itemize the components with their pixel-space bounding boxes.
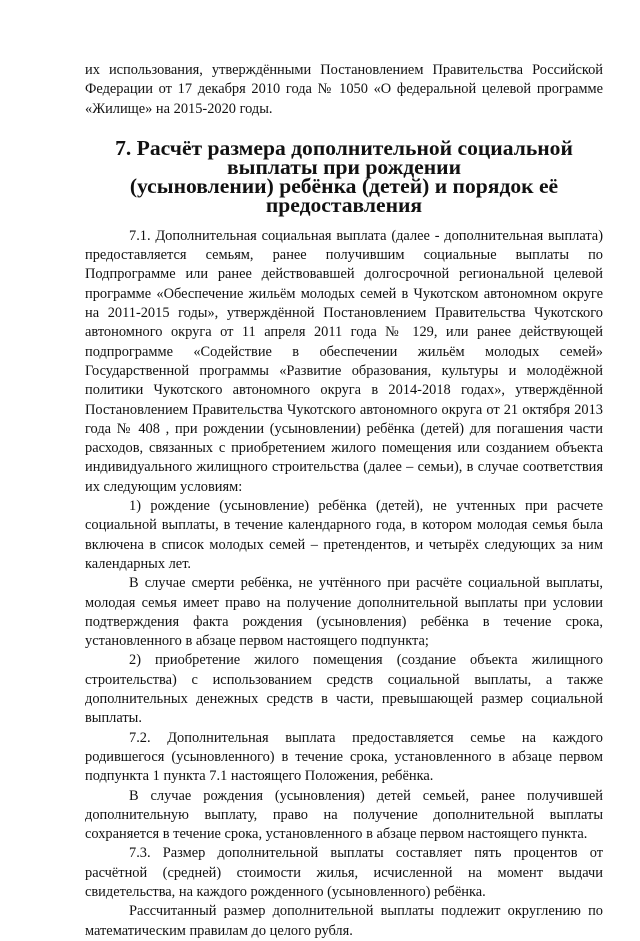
section-heading — [85, 119, 603, 227]
intro-paragraph: их использования, утверждёнными Постановлением Правительства Российской Федерации от 17 декабря 2010 года № 1050 «О федеральной целевой программе «Жилище» на 2015-2020 годы. — [85, 62, 603, 117]
document-page — [85, 61, 603, 941]
section-heading-line-2: (усыновлении) ребёнка (детей) и порядок её предоставления — [129, 173, 559, 217]
paragraph-child-death: В случае смерти ребёнка, не учтённого при расчёте социальной выплаты, молодая семья имеет право на получение дополнительной выплаты при условии подтверждения факта рождения (усыновления) ребёнка в течение срока, установленного в абзаце первом настоящего подпункта; — [85, 575, 603, 650]
paragraph-7-1: 7.1. Дополнительная социальная выплата (далее - дополнительная выплата) предоставляется семьям, ранее получившим социальные выплаты по Подпрограмме или ранее действовавшей долгосрочной региональной целевой программе «Обеспечение жильём молодых семей в Чукотском автономном округе на 2011-2015 годы», утверждённой Постановлением Правительства Чукотского автономного округа от 11 апреля 2011 года № 129, или ранее действующей подпрограмме «Содействие в обеспечении жильём молодых семей» Государственной программы «Развитие образования, культуры и молодёжной политики Чукотского автономного округа в 2014-2018 годах», утверждённой Постановлением Правительства Чукотского автономного округа от 21 октября 2013 года № 408 , при рождении (усыновлении) ребёнка (детей) для погашения части расходов, связанных с приобретением жилого помещения или созданием объекта индивидуального жилищного строительства (далее – семьи), в случае соответствия их следующим условиям: — [85, 227, 603, 495]
paragraph-condition-1: 1) рождение (усыновление) ребёнка (детей), не учтенных при расчете социальной выплаты, в течение календарного года, в котором молодая семья была включена в список молодых семей – претендентов, и четырёх следующих за ним календарных лет. — [85, 498, 603, 572]
section-heading-line-1: 7. Расчёт размера дополнительной социальной выплаты при рождении — [115, 135, 573, 179]
paragraph-7-2: 7.2. Дополнительная выплата предоставляется семье на каждого родившегося (усыновленного) в течение срока, установленного в абзаце первом подпункта 1 пункта 7.1 настоящего Положения, ребёнка. — [85, 729, 603, 785]
paragraph-7-3: 7.3. Размер дополнительной выплаты составляет пять процентов от расчётной (средней) стоимости жилья, исчисленной на момент выдачи свидетельства, на каждого рожденного (усыновленного) ребёнка. — [85, 845, 603, 900]
paragraph-condition-2: 2) приобретение жилого помещения (создание объекта жилищного строительства) с использованием средств социальной выплаты, а также дополнительных денежных средств в части, превышающей размер социальной выплаты. — [85, 652, 603, 727]
paragraph-7-3-rounding: Рассчитанный размер дополнительной выплаты подлежит округлению по математическим правилам до целого рубля. — [85, 903, 603, 939]
paragraph-7-2-second: В случае рождения (усыновления) детей семьей, ранее получившей дополнительную выплату, право на получение дополнительной выплаты сохраняется в течение срока, установленного в абзаце первом настоящего пункта. — [85, 787, 603, 843]
